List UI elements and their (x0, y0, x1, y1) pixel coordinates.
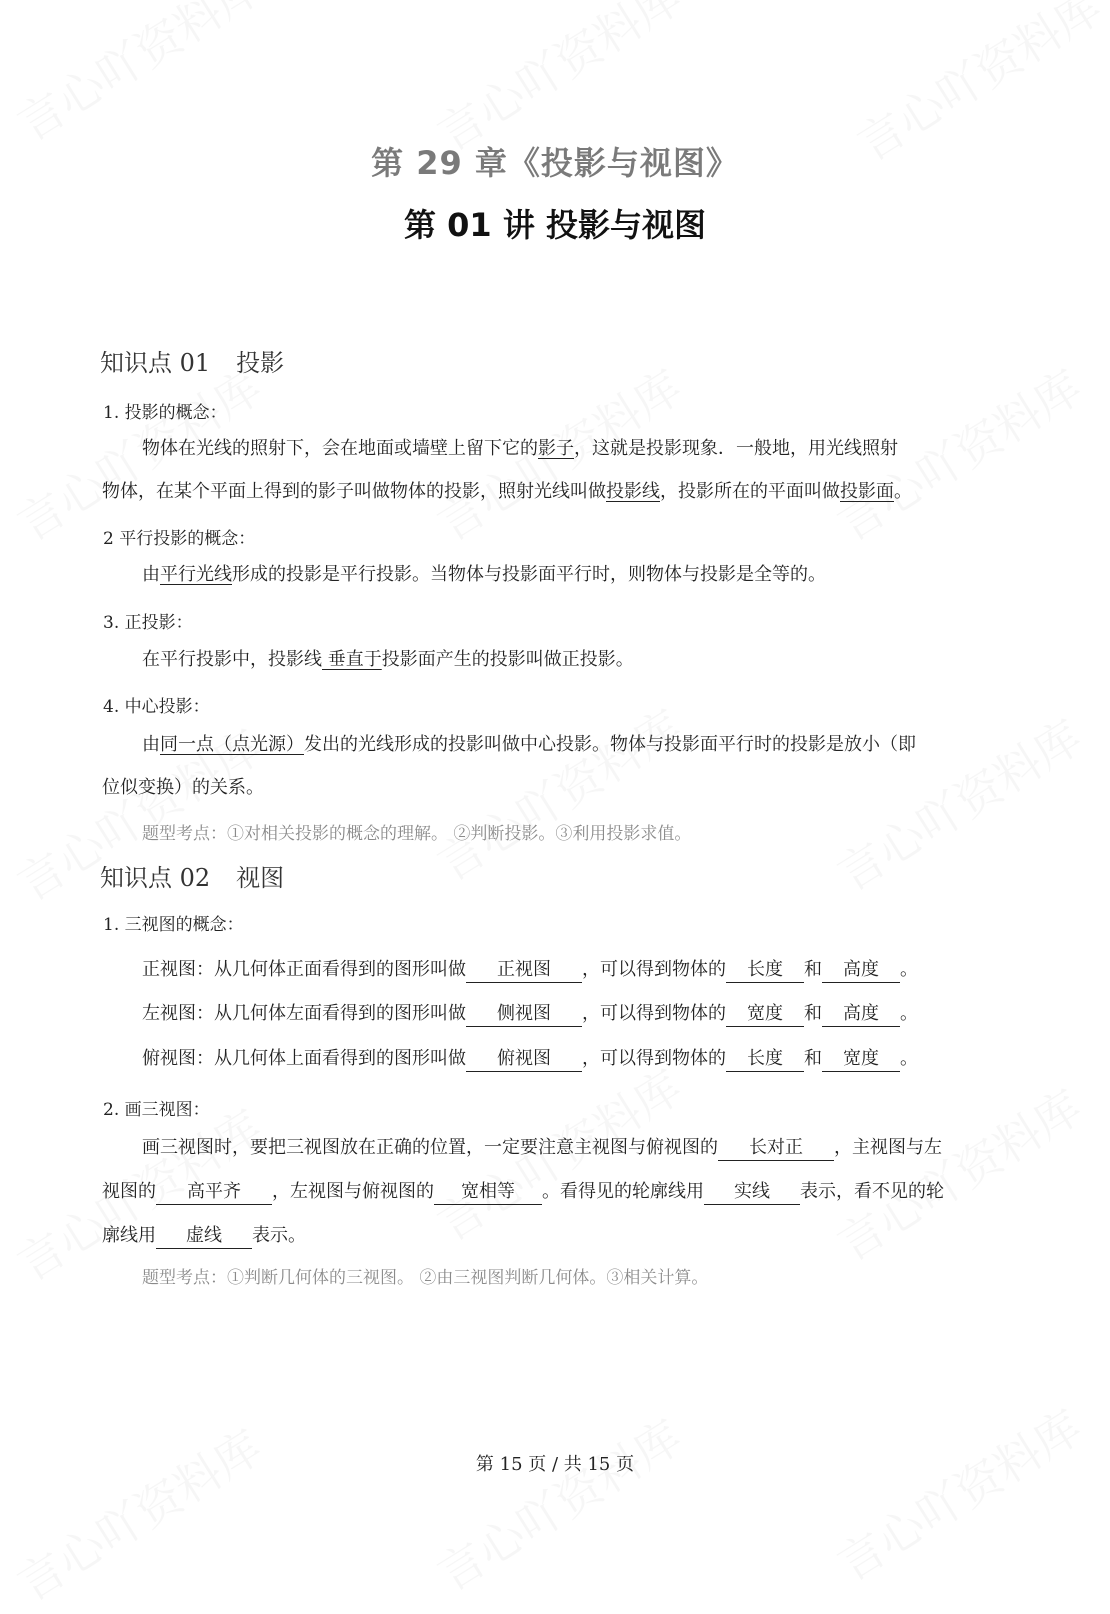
underlined-term: 投影线 (606, 481, 660, 502)
blank-view-name: 正视图 (466, 959, 582, 983)
blank-dim-b: 高度 (822, 1003, 900, 1027)
text: 左视图：从几何体左面看得到的图形叫做 (142, 1003, 466, 1024)
text: 表示。 (252, 1225, 306, 1246)
s1-item2-line (142, 564, 826, 586)
s2-draw-line2 (102, 1181, 944, 1205)
watermark (823, 1392, 1092, 1594)
text: ，主视图与左 (834, 1137, 942, 1158)
blank-view-name: 侧视图 (466, 1003, 582, 1027)
section2-heading-title: 视图 (236, 864, 285, 892)
blank-view-name: 俯视图 (466, 1048, 582, 1072)
s1-note: 题型考点：①对相关投影的概念的理解。 ②判断投影。③利用投影求值。 (142, 824, 692, 844)
watermark (423, 692, 692, 894)
text: 表示，看不见的轮 (800, 1181, 944, 1202)
s2-draw-line3 (102, 1225, 306, 1249)
blank-dim-a: 宽度 (726, 1003, 804, 1027)
s1-item4-line1 (142, 734, 916, 756)
text: 廓线用 (102, 1225, 156, 1246)
text: 俯视图：从几何体上面看得到的图形叫做 (142, 1048, 466, 1069)
s1-item4-heading: 4. 中心投影： (103, 697, 210, 717)
text: 和 (804, 1003, 822, 1024)
watermark (823, 1072, 1092, 1274)
section1-heading (100, 343, 284, 378)
view-row-left (142, 1003, 918, 1027)
lecture-title: 第 01 讲 投影与视图 (404, 206, 706, 244)
s2-item1-heading: 1. 三视图的概念： (103, 915, 244, 935)
blank-answer: 实线 (704, 1181, 800, 1205)
underlined-term: 平行光线 (160, 564, 232, 585)
text: 。 (900, 1003, 918, 1024)
text: 视图的 (102, 1181, 156, 1202)
section1-heading-num: 知识点 01 (100, 349, 211, 377)
section1-heading-title: 投影 (236, 349, 285, 377)
chapter-title: 第 29 章《投影与视图》 (371, 144, 739, 182)
blank-answer: 高平齐 (156, 1181, 272, 1205)
s1-item3-heading: 3. 正投影： (103, 613, 193, 633)
section2-heading (100, 858, 284, 893)
s1-item1-line2 (102, 481, 912, 503)
text: 。 (900, 959, 918, 980)
s1-item4-line2: 位似变换）的关系。 (102, 777, 264, 798)
s1-item1-heading: 1. 投影的概念： (103, 403, 227, 423)
watermark (3, 1412, 272, 1614)
text: ，左视图与俯视图的 (272, 1181, 434, 1202)
blank-answer: 宽相等 (434, 1181, 542, 1205)
text: 画三视图时，要把三视图放在正确的位置，一定要注意主视图与俯视图的 (142, 1137, 718, 1158)
text: 正视图：从几何体正面看得到的图形叫做 (142, 959, 466, 980)
blank-dim-a: 长度 (726, 959, 804, 983)
view-row-top (142, 1048, 918, 1072)
watermark (3, 0, 272, 154)
text: ，可以得到物体的 (582, 959, 726, 980)
blank-dim-a: 长度 (726, 1048, 804, 1072)
watermark (423, 1402, 692, 1604)
s1-item3-line (142, 649, 634, 671)
text: 物体在光线的照射下，会在地面或墙壁上留下它的 (142, 438, 538, 459)
underlined-term: 同一点（点光源） (160, 734, 304, 755)
s2-note: 题型考点：①判断几何体的三视图。 ②由三视图判断几何体。③相关计算。 (142, 1268, 709, 1288)
text: 和 (804, 959, 822, 980)
s1-item1-line1 (142, 438, 898, 460)
text: 投影面产生的投影叫做正投影。 (381, 649, 634, 670)
page-number: 第 15 页 / 共 15 页 (475, 1454, 635, 1475)
blank-answer: 虚线 (156, 1225, 252, 1249)
blank-dim-b: 宽度 (822, 1048, 900, 1072)
watermark (823, 702, 1092, 904)
blank-answer: 长对正 (718, 1137, 834, 1161)
text: 发出的光线形成的投影叫做中心投影。物体与投影面平行时的投影是放小（即 (304, 734, 916, 755)
section2-heading-num: 知识点 02 (100, 864, 211, 892)
text: 。 (894, 481, 912, 502)
text: ，投影所在的平面叫做 (660, 481, 840, 502)
text: 和 (804, 1048, 822, 1069)
s1-item2-heading: 2 平行投影的概念： (103, 529, 256, 549)
text: 。 (900, 1048, 918, 1069)
text: ，可以得到物体的 (582, 1048, 726, 1069)
text: 物体，在某个平面上得到的影子叫做物体的投影，照射光线叫做 (102, 481, 606, 502)
text: 。看得见的轮廓线用 (542, 1181, 704, 1202)
text: 由 (142, 564, 160, 585)
s2-item2-heading: 2. 画三视图： (103, 1100, 210, 1120)
text: ，这就是投影现象．一般地，用光线照射 (574, 438, 898, 459)
text: 在平行投影中，投影线 (142, 649, 322, 670)
underlined-term: 垂直于 (322, 649, 382, 670)
view-row-front (142, 959, 918, 983)
text: 由 (142, 734, 160, 755)
blank-dim-b: 高度 (822, 959, 900, 983)
underlined-term: 投影面 (840, 481, 894, 502)
s2-draw-line1 (142, 1137, 942, 1161)
underlined-term: 影子 (538, 438, 574, 459)
text: 形成的投影是平行投影。当物体与投影面平行时，则物体与投影是全等的。 (232, 564, 826, 585)
text: ，可以得到物体的 (582, 1003, 726, 1024)
